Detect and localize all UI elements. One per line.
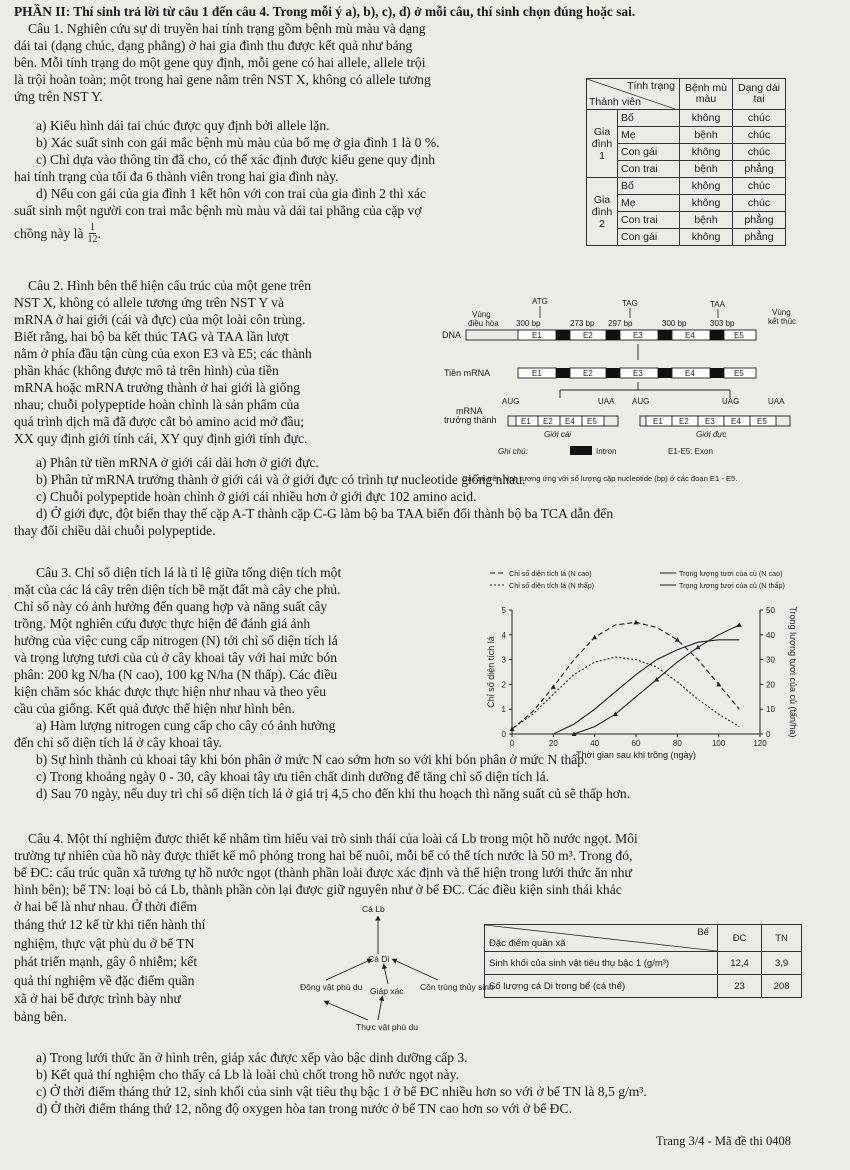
q2-line: mRNA ở hai giới (cái và đực) của một loài côn trùng. — [14, 312, 306, 327]
q2-line: NST X, không có allele tương ứng trên NST Y và — [14, 295, 284, 310]
y-tick-label-right: 0 — [766, 730, 771, 739]
exon-label: E2 — [583, 369, 593, 378]
reg-end-2: kết thúc — [768, 317, 797, 326]
q4-option-d: d) Ở thời điểm tháng thứ 12, nồng độ oxygen hòa tan trong nước ở bể TN cao hơn so với ở bể ĐC. — [36, 1101, 572, 1116]
exon-label: E4 — [685, 369, 695, 378]
q4-option-a: a) Trong lưới thức ăn ở hình trên, giáp xác được xếp vào bậc dinh dưỡng cấp 3. — [36, 1050, 468, 1065]
q3-line: cầu của giống. Kết quả được thể hiện như hình bên. — [14, 701, 295, 716]
h-colorblind: Bệnh mù màu — [680, 79, 733, 110]
male-exon: E3 — [705, 417, 715, 426]
dna-intron — [658, 330, 672, 340]
member: Con gái — [618, 144, 680, 161]
x-tick-label: 80 — [672, 739, 682, 748]
cell: chúc — [733, 127, 786, 144]
male-exon: E1 — [653, 417, 663, 426]
cell: không — [680, 144, 733, 161]
q1-fraction — [87, 222, 97, 245]
question-2 — [14, 277, 444, 447]
cell: không — [680, 195, 733, 212]
question-1 — [14, 20, 584, 247]
q2-figure-caption: Các số trên hình tương ứng với số lượng cặp nucleotide (bp) ở các đoạn E1 - E5. — [462, 474, 738, 483]
table-diag-header — [485, 925, 718, 952]
series-marker — [675, 637, 680, 642]
q3-line: kiện chăm sóc khác được thực hiện như nhau và theo yêu — [14, 684, 327, 699]
food-web-diagram — [298, 902, 494, 1034]
question-4 — [14, 830, 836, 898]
node-phytoplankton: Thực vật phù du — [356, 1022, 418, 1032]
y-tick-label-right: 50 — [766, 606, 775, 615]
node-crustacean: Giáp xác — [370, 986, 404, 996]
q1-line-4: là trội hoàn toàn; một trong hai gene nằm trên NST X, không có allele tương — [14, 72, 431, 87]
y-tick-label-left: 3 — [501, 655, 506, 665]
q1-line-5: ứng trên NST Y. — [14, 89, 103, 104]
reg-end-1: Vùng — [772, 308, 791, 317]
cell: không — [680, 178, 733, 195]
legend-exon: E1-E5: Exon — [668, 447, 713, 456]
legend-note: Ghi chú: — [498, 447, 528, 456]
q4-community-table — [484, 924, 802, 998]
q4-line: phát triển mạnh, gây ô nhiễm; kết — [14, 954, 198, 970]
y-tick-label-left: 0 — [501, 730, 506, 739]
q4-option-c: c) Ở thời điểm tháng thứ 12, sinh khối của sinh vật tiêu thụ bậc 1 ở bể ĐC nhiều hơn so với ở bể TN là 8,5 g/m³. — [36, 1084, 647, 1099]
q4-line: bể ĐC: cấu trúc quần xã tương tự hồ nước ngọt (thành phần loài được xác định và thể hiện trong lưới thức ăn như — [14, 865, 632, 880]
h-dc: ĐC — [718, 925, 762, 952]
cell: chúc — [733, 144, 786, 161]
y-tick-label-right: 10 — [766, 705, 775, 715]
reg-ctrl-1: Vùng — [472, 310, 491, 319]
exon-label: E1 — [532, 331, 542, 340]
family-2: Gia đình 2 — [587, 178, 618, 246]
dna-label: DNA — [442, 330, 462, 340]
q3-line: và trọng lượng tươi của củ ở cây khoai tây với hai mức bón — [14, 650, 338, 665]
family-1: Gia đình 1 — [587, 110, 618, 178]
x-tick-label: 20 — [548, 739, 558, 748]
q4-line: ở hai bể là như nhau. Ở thời điểm — [14, 899, 197, 914]
x-tick-label: 0 — [509, 739, 515, 748]
uaa-female: UAA — [598, 397, 615, 406]
series-marker — [634, 620, 639, 625]
q2-line: nhau; chuỗi polypeptide hoàn chỉnh là sản phẩm của — [14, 397, 300, 412]
member: Con gái — [618, 229, 680, 246]
q4-line: tháng thứ 12 kể từ khi tiến hành thí — [14, 917, 206, 933]
q3-line: Chỉ số này có ảnh hưởng đến quang hợp và năng suất cây — [14, 599, 328, 614]
reg-ctrl-2: điều hòa — [468, 319, 499, 328]
q2-option-c: c) Chuỗi polypeptide hoàn chỉnh ở giới cái nhiều hơn ở giới đực 102 amino acid. — [36, 489, 477, 504]
table-diagonal-header — [587, 79, 680, 110]
q1-option-c-cont: hai tính trạng của tối đa 6 thành viên trong hai gia đình này. — [14, 169, 339, 184]
q4-line: trường tự nhiên của hồ này được thiết kế mô phỏng trong hai bể nuôi, mỗi bể có thể tích nước là 50 m³. Trong đó, — [14, 848, 633, 863]
q2-option-b: b) Phân tử mRNA trưởng thành ở giới cái và ở giới đực có trình tự nucleotide giống nhau. — [36, 472, 526, 487]
q1-d-text: chồng này là — [14, 225, 84, 241]
x-tick-label: 40 — [590, 739, 600, 748]
q3-line: mặt của các lá cây trên diện tích bề mặt đất mà cây che phủ. — [14, 582, 341, 597]
cell: chúc — [733, 195, 786, 212]
aug-female: AUG — [502, 397, 520, 406]
q1-option-d-end: chồng này là $\frac{1}{12}$ . — [14, 221, 101, 245]
cell: phẳng — [733, 229, 786, 246]
y-axis-title-left: Chỉ số diện tích lá — [486, 636, 496, 708]
cell: 208 — [762, 975, 802, 998]
cell: không — [680, 110, 733, 127]
q2-line: quá trình dịch mã đã được cắt bỏ amino acid mở đầu; — [14, 414, 305, 429]
series-marker — [696, 645, 701, 650]
member: Bố — [618, 178, 680, 195]
h-trait: Tính trạng — [627, 80, 675, 92]
exon-label: E2 — [583, 331, 593, 340]
q4-line: quả thí nghiệm về đặc điểm quần — [14, 972, 195, 988]
q3-option-b: b) Sự hình thành củ khoai tây khi bón phân ở mức N cao sớm hơn so với khi bón phân ở mức N thấp. — [36, 752, 588, 767]
bp-label: 297 bp — [608, 319, 633, 328]
gene-structure-figure — [440, 292, 840, 472]
node-fish-lb: Cá Lb — [362, 904, 385, 914]
cell: 3,9 — [762, 952, 802, 975]
member: Bố — [618, 110, 680, 127]
bp-label: 300 bp — [516, 319, 541, 328]
exon-label: E5 — [734, 369, 744, 378]
q4-options — [14, 1049, 836, 1117]
section-header: PHẦN II: Thí sinh trả lời từ câu 1 đến câu 4. Trong mỗi ý a), b), c), d) ở mỗi câu, thí sinh chọn đúng hoặc sai. — [14, 4, 636, 19]
series-line — [512, 622, 739, 729]
q1-genetics-table — [586, 78, 786, 246]
legend-intron-swatch — [570, 446, 592, 455]
legend-text: Trọng lượng tươi của củ (N cao) — [679, 569, 783, 578]
q4-line: bảng bên. — [14, 1009, 67, 1025]
q3-option-a-cont: đến chỉ số diện tích lá ở cây khoai tây. — [14, 735, 222, 750]
exon-label: E3 — [633, 369, 643, 378]
h-member: Thành viên — [589, 96, 641, 108]
x-tick-label: 60 — [631, 739, 641, 748]
cell: chúc — [733, 110, 786, 127]
female-exon: E2 — [543, 417, 553, 426]
bp-label: 300 bp — [662, 319, 687, 328]
series-marker — [737, 622, 742, 627]
cell: 12,4 — [718, 952, 762, 975]
cell: 23 — [718, 975, 762, 998]
q3-option-c: c) Trong khoảng ngày 0 - 30, cây khoai tây ưu tiên chất dinh dưỡng để tăng chỉ số diện tích lá. — [36, 769, 550, 784]
row-label: Sinh khối của sinh vật tiêu thụ bậc 1 (g/m³) — [485, 952, 718, 975]
node-fish-di: Cá Di — [368, 954, 390, 964]
bp-label: 273 bp — [570, 319, 595, 328]
male-label: Giới đực — [696, 430, 727, 439]
q1-line-2: dái tai (dạng chúc, dạng phẳng) ở hai gia đình thu được kết quả như bảng — [14, 38, 413, 53]
q2-option-d: d) Ở giới đực, đột biến thay thế cặp A-T thành cặp C-G làm bộ ba TAA biến đổi thành bộ ba TCA dẫn đến — [36, 506, 614, 521]
y-tick-label-right: 30 — [766, 655, 775, 665]
q1-option-d-cont: suất sinh một người con trai mắc bệnh mù màu và dái tai phẳng của cặp vợ — [14, 203, 422, 218]
legend-text: Chỉ số diện tích lá (N thấp) — [509, 581, 595, 590]
exon-label: E3 — [633, 331, 643, 340]
uaa-male: UAA — [768, 397, 785, 406]
series-line — [553, 640, 739, 734]
q2-option-a: a) Phân tử tiền mRNA ở giới cái dài hơn ở giới đực. — [36, 455, 319, 470]
x-axis-title: Thời gian sau khi trồng (ngày) — [576, 750, 696, 760]
q1-option-d: d) Nếu con gái của gia đình 1 kết hôn với con trai của gia đình 2 thì xác — [36, 186, 426, 201]
frac-den: 12 — [87, 233, 98, 245]
series-marker — [592, 635, 597, 640]
q3-option-d: d) Sau 70 ngày, nếu duy trì chỉ số diện tích lá ở giá trị 4,5 cho đến khi thu hoạch thì năng suất củ sẽ thấp hơn. — [36, 786, 631, 801]
cell: bệnh — [680, 212, 733, 229]
h-earlobe: Dạng dái tai — [733, 79, 786, 110]
female-exon: E1 — [521, 417, 531, 426]
x-tick-label: 100 — [711, 739, 726, 748]
node-zooplankton: Động vật phù du — [300, 982, 363, 992]
q3-option-a: a) Hàm lượng nitrogen cung cấp cho cây có ảnh hưởng — [36, 718, 336, 733]
q3-line: trồng. Một nghiên cứu được thực hiện để đánh giá ảnh — [14, 616, 311, 631]
dna-intron — [606, 330, 620, 340]
cell: phẳng — [733, 212, 786, 229]
aug-male: AUG — [632, 397, 650, 406]
chart-svg — [484, 566, 844, 762]
q1-option-b: b) Xác suất sinh con gái mắc bệnh mù màu của bố mẹ ở gia đình 1 là 0 %. — [36, 135, 440, 150]
q2-line: mRNA hoặc mRNA trưởng thành ở hai giới là giống — [14, 380, 301, 395]
q3-chart — [484, 566, 844, 762]
q1-option-a: a) Kiểu hình dái tai chúc được quy định bởi allele lặn. — [36, 118, 330, 133]
q2-line: Biết rằng, hai bộ ba kết thúc TAG và TAA lần lượt — [14, 329, 289, 344]
cell: không — [680, 229, 733, 246]
q1-option-c: c) Chỉ dựa vào thông tin đã cho, có thể xác định được kiểu gene quy định — [36, 152, 436, 167]
cell: chúc — [733, 178, 786, 195]
dna-intron — [710, 330, 724, 340]
series-marker — [551, 684, 556, 689]
mrna-label-1: mRNA — [456, 406, 483, 416]
cell: bệnh — [680, 161, 733, 178]
female-exon: E5 — [587, 417, 597, 426]
member: Con trai — [618, 161, 680, 178]
q3-line: phân: 200 kg N/ha (N cao), 100 kg N/ha (N thấp). Các điều — [14, 667, 338, 682]
q4-option-b: b) Kết quả thí nghiệm cho thấy cá Lb là loài chủ chốt trong hồ nước ngọt này. — [36, 1067, 459, 1082]
atg-label: ATG — [532, 297, 548, 306]
y-tick-label-left: 2 — [501, 680, 506, 690]
male-exon: E4 — [731, 417, 741, 426]
series-line — [512, 657, 739, 729]
h-tank: Bể — [697, 927, 709, 938]
cell: phẳng — [733, 161, 786, 178]
y-tick-label-right: 20 — [766, 680, 775, 690]
q3-line: Câu 3. Chỉ số diện tích lá là tỉ lệ giữa tổng diện tích một — [36, 565, 342, 580]
q4-line: hình bên); bể TN: loại bỏ cá Lb, thành phần còn lại được giữ nguyên như ở bể ĐC. Các điều kiện sinh thái khác — [14, 882, 622, 897]
row-label: Số lượng cá Di trong bể (cá thể) — [485, 975, 718, 998]
q2-line: nằm ở phía đầu tận cùng của exon E3 và E5; các thành — [14, 346, 312, 361]
member: Con trai — [618, 212, 680, 229]
female-exon: E4 — [565, 417, 575, 426]
q4-left-text — [14, 898, 304, 1027]
uag-male: UAG — [722, 397, 740, 406]
male-exon: E2 — [679, 417, 689, 426]
male-exon: E5 — [757, 417, 767, 426]
q2-line: XX quy định giới tính cái, XY quy định giới tính đực. — [14, 431, 308, 446]
frac-num: 1 — [89, 221, 95, 233]
node-aquatic-insect: Côn trùng thủy sinh — [420, 982, 494, 992]
premrna-label: Tiền mRNA — [444, 368, 491, 378]
taa-label: TAA — [710, 300, 725, 309]
q2-line: phần khác (không được mô tả trên hình) của tiền — [14, 363, 279, 378]
y-tick-label-left: 4 — [501, 630, 506, 640]
y-tick-label-right: 40 — [766, 630, 775, 640]
tag-label: TAG — [622, 299, 638, 308]
legend-text: Trọng lượng tươi của củ (N thấp) — [679, 581, 785, 590]
page-footer: Trang 3/4 - Mã đề thi 0408 — [656, 1134, 791, 1148]
q4-line: xã ở hai bể được trình bày như — [14, 991, 181, 1007]
legend-intron: Intron — [596, 447, 617, 456]
y-axis-title-right: Trọng lượng tươi của củ (tấn/ha) — [788, 606, 798, 738]
exon-label: E1 — [532, 369, 542, 378]
exon-label: E5 — [734, 331, 744, 340]
mrna-label-2: trưởng thành — [444, 415, 497, 425]
cell: bệnh — [680, 127, 733, 144]
q4-line: Câu 4. Một thí nghiệm được thiết kế nhằm tìm hiểu vai trò sinh thái của loài cá Lb trong một hồ nước ngọt. Môi — [28, 831, 638, 846]
q2-option-d-cont: thay đổi chiều dài chuỗi polypeptide. — [14, 523, 216, 538]
h-feature: Đặc điểm quần xã — [489, 938, 566, 949]
y-tick-label-left: 1 — [501, 705, 506, 715]
exon-label: E4 — [685, 331, 695, 340]
bp-label: 303 bp — [710, 319, 735, 328]
dna-intron — [556, 330, 570, 340]
legend-text: Chỉ số diện tích lá (N cao) — [509, 569, 592, 578]
female-label: Giới cái — [544, 430, 572, 439]
x-tick-label: 120 — [753, 739, 767, 748]
member: Mẹ — [618, 195, 680, 212]
q3-line: hưởng của việc cung cấp nitrogen (N) tới chỉ số diện tích lá — [14, 633, 338, 648]
q1-line-1: Câu 1. Nghiên cứu sự di truyền hai tính trạng gồm bệnh mù màu và dạng — [28, 21, 426, 36]
q2-line: Câu 2. Hình bên thể hiện cấu trúc của một gene trên — [28, 278, 312, 293]
q4-line: nghiệm, thực vật phù du ở bể TN — [14, 935, 195, 951]
member: Mẹ — [618, 127, 680, 144]
q1-line-3: bên. Mỗi tính trạng do một gene quy định, mỗi gene có hai allele, allele trội — [14, 55, 426, 70]
y-tick-label-left: 5 — [501, 606, 506, 615]
h-tn: TN — [762, 925, 802, 952]
